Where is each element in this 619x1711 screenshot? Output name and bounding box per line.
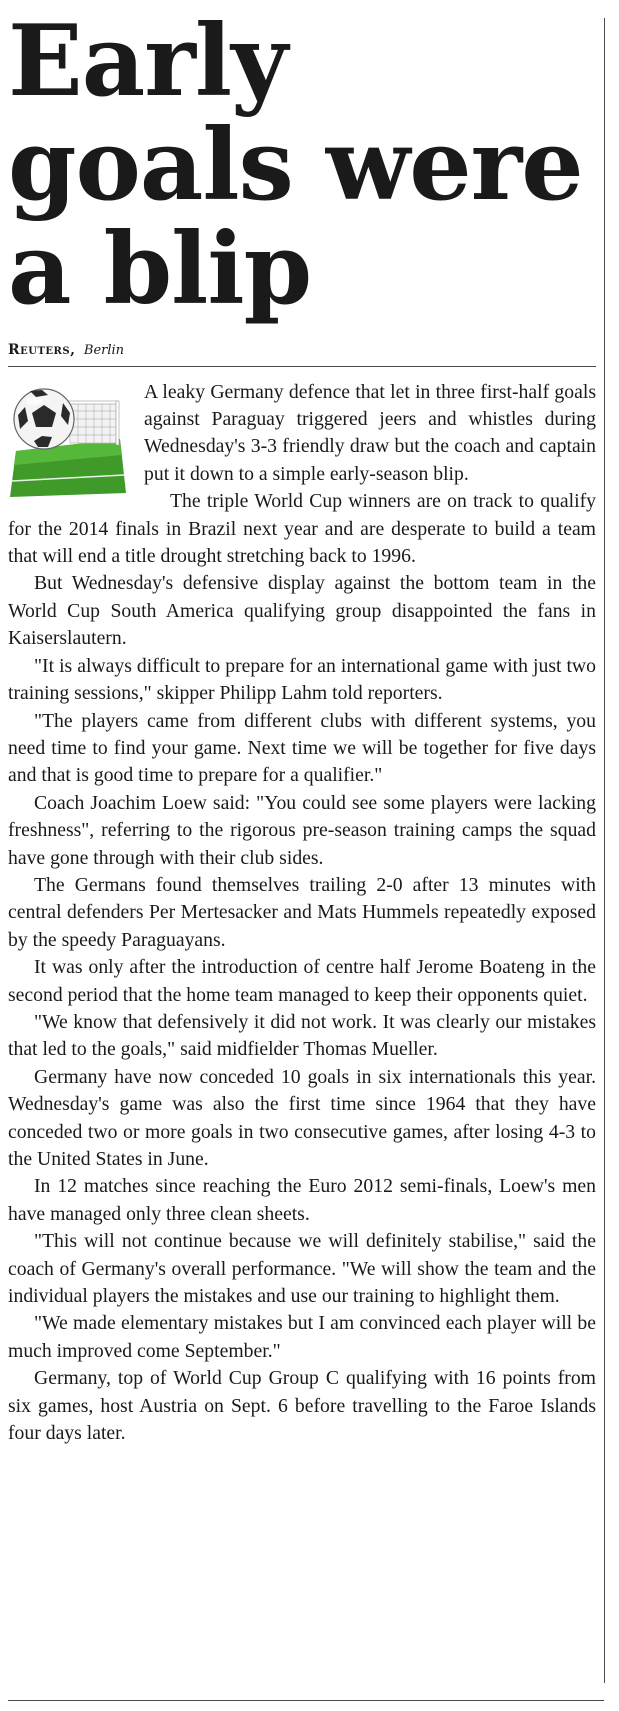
column-rule <box>604 18 605 1683</box>
paragraph-lead: A leaky Germany defence that let in three first-half goals against Paraguay triggered jeers and whistles during Wednesday's 3-3 friendly draw but the coach and captain put it down to a simple early-season blip. <box>144 380 596 485</box>
paragraph: In 12 matches since reaching the Euro 2012 semi-finals, Loew's men have managed only three clean sheets. <box>8 1175 596 1225</box>
headline: Early goals were a blip <box>8 4 583 327</box>
paragraph: Coach Joachim Loew said: "You could see some players were lacking freshness", referring to the rigorous pre-season training camps the squad have gone through with their club sides. <box>8 791 596 869</box>
paragraph: "We know that defensively it did not work. It was clearly our mistakes that led to the goals," said midfielder Thomas Mueller. <box>8 1010 596 1061</box>
article-body <box>8 379 596 1448</box>
paragraph: It was only after the introduction of centre half Jerome Boateng in the second period that the home team managed to keep their opponents quiet. <box>8 956 596 1006</box>
paragraph: The triple World Cup winners are on track to qualify for the 2014 finals in Brazil next year and are desperate to build a team that will end a title drought stretching back to 1996. <box>8 490 596 568</box>
article <box>8 4 596 1447</box>
dateline-place: Berlin <box>83 342 125 358</box>
dateline <box>8 342 596 367</box>
bottom-rule <box>8 1700 604 1701</box>
soccer-ball-goal-icon <box>8 381 128 501</box>
paragraph: "The players came from different clubs with different systems, you need time to find your game. Next time we will be together for five days and that is good time to prepare for a qualifier." <box>8 709 596 787</box>
paragraph: The Germans found themselves trailing 2-0 after 13 minutes with central defenders Per Mertesacker and Mats Hummels repeatedly exposed by the speedy Paraguayans. <box>8 873 596 951</box>
paragraph: But Wednesday's defensive display against the bottom team in the World Cup South America qualifying group disappointed the fans in Kaiserslautern. <box>8 572 596 650</box>
paragraph: Germany, top of World Cup Group C qualifying with 16 points from six games, host Austria on Sept. 6 before travelling to the Faroe Islands four days later. <box>8 1367 596 1445</box>
paragraph: Germany have now conceded 10 goals in six internationals this year. Wednesday's game was also the first time since 1964 that they have conceded two or more goals in two consecutive games, after losing 4-3 to the United States in June. <box>8 1065 596 1170</box>
paragraph: "It is always difficult to prepare for an international game with just two training sessions," skipper Philipp Lahm told reporters. <box>8 654 596 705</box>
dateline-agency: Reuters, <box>8 341 76 358</box>
paragraph: "This will not continue because we will definitely stabilise," said the coach of Germany's overall performance. "We will show the team and the individual players the mistakes and use our training to highlight them. <box>8 1230 596 1308</box>
paragraph: "We made elementary mistakes but I am convinced each player will be much improved come September." <box>8 1312 596 1362</box>
